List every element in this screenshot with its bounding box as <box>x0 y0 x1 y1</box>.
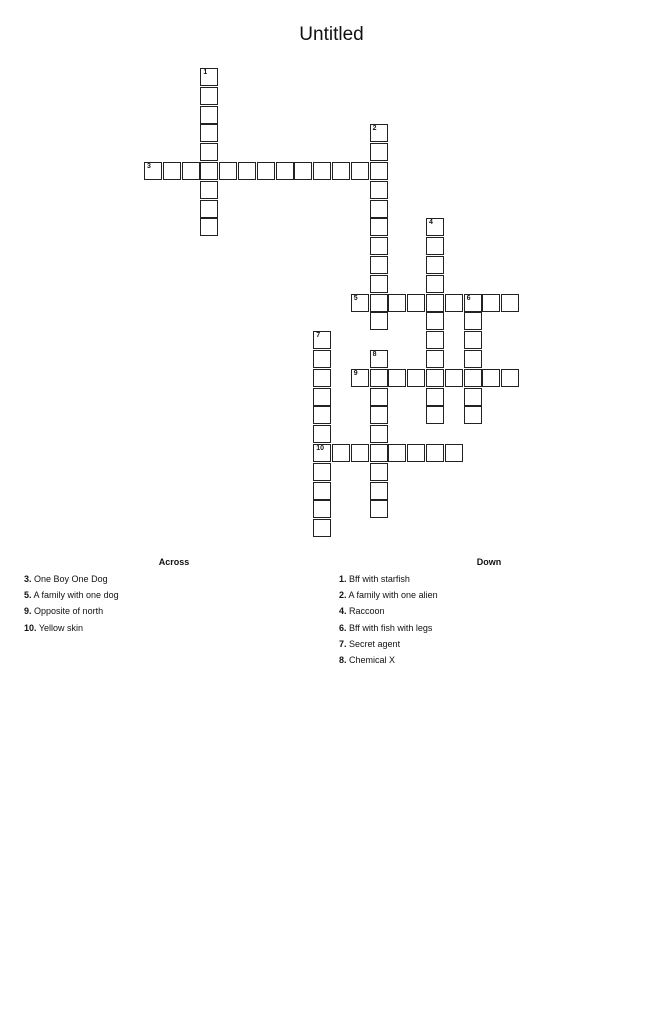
grid-cell[interactable] <box>445 294 463 312</box>
grid-cell[interactable] <box>200 200 218 218</box>
grid-cell[interactable] <box>426 406 444 424</box>
clue-number: 5 <box>353 294 358 302</box>
grid-cell[interactable] <box>501 369 519 387</box>
down-clue: 4. Raccoon <box>339 606 385 617</box>
clue-number: 10 <box>316 445 324 452</box>
grid-cell[interactable] <box>370 143 388 161</box>
grid-cell[interactable] <box>370 369 388 387</box>
grid-cell[interactable] <box>219 162 237 180</box>
grid-cell[interactable] <box>200 87 218 105</box>
grid-cell[interactable] <box>426 369 444 387</box>
grid-cell[interactable] <box>313 162 331 180</box>
grid-cell[interactable] <box>313 406 331 424</box>
grid-cell[interactable] <box>370 500 388 518</box>
grid-cell[interactable] <box>200 162 218 180</box>
grid-cell[interactable] <box>351 162 369 180</box>
grid-cell[interactable] <box>276 162 294 180</box>
clue-number: 2 <box>372 125 377 133</box>
grid-cell[interactable] <box>238 162 256 180</box>
grid-cell[interactable] <box>200 124 218 142</box>
clue-number: 6 <box>466 294 471 302</box>
across-clue: 3. One Boy One Dog <box>24 574 108 584</box>
grid-cell[interactable] <box>407 369 425 387</box>
clue-number: 7 <box>316 332 321 340</box>
grid-cell[interactable] <box>313 482 331 500</box>
grid-cell[interactable] <box>332 162 350 180</box>
grid-cell[interactable] <box>426 388 444 406</box>
grid-cell[interactable] <box>351 444 369 462</box>
grid-cell[interactable] <box>426 237 444 255</box>
grid-cell[interactable] <box>464 331 482 349</box>
clue-number: 8 <box>372 351 377 358</box>
across-clue: 9. Opposite of north <box>24 606 104 617</box>
down-clues <box>339 557 639 668</box>
down-clue: 1. Bff with starfish <box>339 574 410 584</box>
grid-cell[interactable] <box>426 275 444 293</box>
grid-cell[interactable] <box>200 181 218 199</box>
grid-cell[interactable] <box>294 162 312 180</box>
grid-cell[interactable] <box>426 312 444 330</box>
across-clue: 10. Yellow skin <box>24 622 84 633</box>
down-clue: 8. Chemical X <box>339 654 396 665</box>
across-heading: Across <box>158 557 190 567</box>
grid-cell[interactable] <box>370 463 388 481</box>
grid-cell[interactable] <box>370 124 388 142</box>
grid-cell[interactable] <box>370 275 388 293</box>
clue-number: 4 <box>429 219 433 227</box>
grid-cell[interactable] <box>351 294 369 312</box>
grid-cell[interactable] <box>351 369 369 387</box>
grid-cell[interactable] <box>200 106 218 124</box>
grid-cell[interactable] <box>464 312 482 330</box>
grid-cell[interactable] <box>313 444 331 462</box>
across-clues <box>24 557 324 636</box>
grid-cell[interactable] <box>464 294 482 312</box>
grid-cell[interactable] <box>370 256 388 274</box>
grid-cell[interactable] <box>313 500 331 518</box>
clue-number: 9 <box>353 369 358 377</box>
grid-cell[interactable] <box>313 388 331 406</box>
grid-cell[interactable] <box>370 406 388 424</box>
grid-cell[interactable] <box>426 350 444 368</box>
grid-cell[interactable] <box>426 294 444 312</box>
grid-cell[interactable] <box>482 369 500 387</box>
across-clue: 5. A family with one dog <box>24 590 119 601</box>
grid-cell[interactable] <box>445 369 463 387</box>
grid-cell[interactable] <box>370 425 388 443</box>
grid-cell[interactable] <box>482 294 500 312</box>
puzzle-title: Untitled <box>299 24 364 45</box>
grid-cell[interactable] <box>370 237 388 255</box>
grid-cell[interactable] <box>313 519 331 537</box>
clue-number: 3 <box>147 163 151 170</box>
grid-cell[interactable] <box>388 294 406 312</box>
grid-cell[interactable] <box>313 425 331 443</box>
grid-cell[interactable] <box>426 444 444 462</box>
down-clue: 2. A family with one alien <box>339 590 438 601</box>
grid-cell[interactable] <box>407 444 425 462</box>
grid-cell[interactable] <box>426 331 444 349</box>
grid-cell[interactable] <box>182 162 200 180</box>
grid-cell[interactable] <box>144 162 162 180</box>
grid-cell[interactable] <box>388 444 406 462</box>
grid-cell[interactable] <box>464 369 482 387</box>
grid-cell[interactable] <box>370 162 388 180</box>
grid-cell[interactable] <box>200 143 218 161</box>
grid-cell[interactable] <box>464 388 482 406</box>
grid-cell[interactable] <box>313 350 331 368</box>
grid-cell[interactable] <box>426 256 444 274</box>
grid-cell[interactable] <box>313 331 331 349</box>
grid-cell[interactable] <box>370 482 388 500</box>
grid-cell[interactable] <box>388 369 406 387</box>
grid-cell[interactable] <box>464 350 482 368</box>
grid-cell[interactable] <box>501 294 519 312</box>
grid-cell[interactable] <box>370 444 388 462</box>
grid-cell[interactable] <box>464 406 482 424</box>
grid-cell[interactable] <box>200 218 218 236</box>
grid-cell[interactable] <box>370 312 388 330</box>
grid-cell[interactable] <box>445 444 463 462</box>
grid-cell[interactable] <box>370 294 388 312</box>
grid-cell[interactable] <box>370 388 388 406</box>
grid-cell[interactable] <box>257 162 275 180</box>
grid-cell[interactable] <box>426 218 444 236</box>
down-heading: Down <box>476 557 502 567</box>
grid-cell[interactable] <box>200 68 218 86</box>
grid-cell[interactable] <box>313 369 331 387</box>
clue-number: 1 <box>203 69 208 76</box>
grid-cell[interactable] <box>163 162 181 180</box>
down-clue: 6. Bff with fish with legs <box>339 622 433 633</box>
grid-cell[interactable] <box>370 200 388 218</box>
grid-cell[interactable] <box>332 444 350 462</box>
grid-cell[interactable] <box>407 294 425 312</box>
grid-cell[interactable] <box>313 463 331 481</box>
grid-cell[interactable] <box>370 181 388 199</box>
grid-cell[interactable] <box>370 350 388 368</box>
down-clue: 7. Secret agent <box>339 638 401 649</box>
grid-cell[interactable] <box>370 218 388 236</box>
